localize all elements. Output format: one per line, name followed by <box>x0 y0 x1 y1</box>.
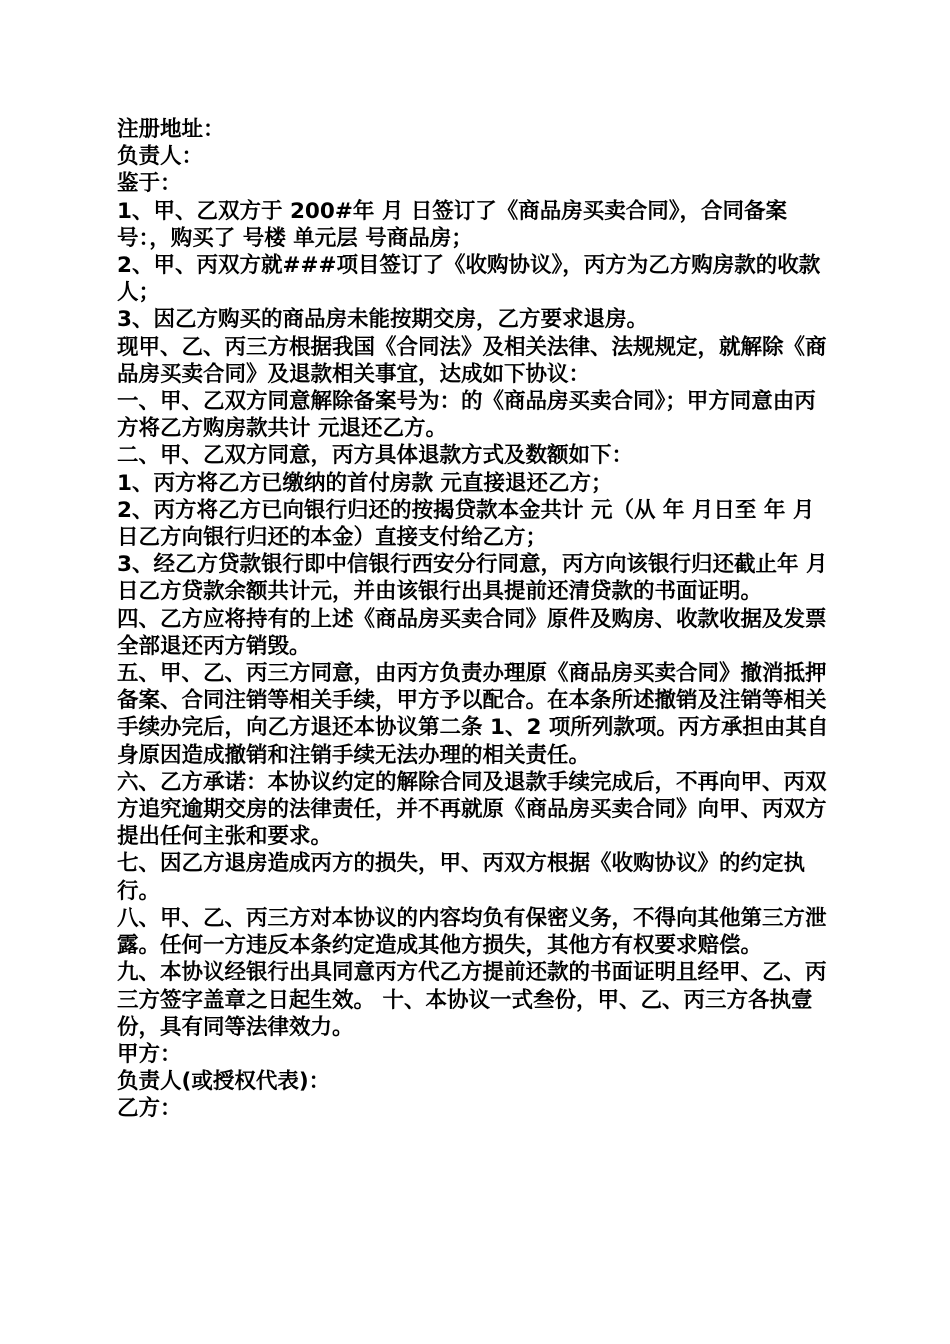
article-5: 五、甲、乙、丙三方同意，由丙方负责办理原《商品房买卖合同》撤消抵押备案、合同注销等相关手续，甲方予以配合。在本条所述撤销及注销等相关手续办完后，向乙方退还本协议第二条 1、2 项所列款项。丙方承担由其自身原因造成撤销和注销手续无法办理的相关责任。 <box>117 661 829 768</box>
article-2: 二、甲、乙双方同意，丙方具体退款方式及数额如下： <box>117 443 634 469</box>
article-2-item-1: 1、丙方将乙方已缴纳的首付房款 元直接退还乙方； <box>117 470 613 496</box>
party-a-signature-line: 甲方： <box>117 1041 182 1067</box>
recital-1: 1、甲、乙双方于 200#年 月 日签订了《商品房买卖合同》，合同备案号：，购买了 号楼 单元层 号商品房； <box>117 198 788 251</box>
article-7: 七、因乙方退房造成丙方的损失，甲、丙双方根据《收购协议》的约定执行。 <box>117 851 806 904</box>
registered-address-line: 注册地址： <box>117 117 225 142</box>
recital-3: 3、因乙方购买的商品房未能按期交房，乙方要求退房。 <box>117 307 648 333</box>
article-4: 四、乙方应将持有的上述《商品房买卖合同》原件及购房、收款收据及发票全部退还丙方销毁。 <box>117 606 827 659</box>
recital-2: 2、甲、丙双方就###项目签订了《收购协议》，丙方为乙方购房款的收款人； <box>117 253 821 306</box>
article-6: 六、乙方承诺：本协议约定的解除合同及退款手续完成后，不再向甲、丙双方追究逾期交房的法律责任，并不再就原《商品房买卖合同》向甲、丙双方提出任何主张和要求。 <box>117 769 827 850</box>
document-body <box>117 116 837 1123</box>
article-9-10: 九、本协议经银行出具同意丙方代乙方提前还款的书面证明且经甲、乙、丙三方签字盖章之日起生效。 十、本协议一式叁份，甲、乙、丙三方各执壹份，具有同等法律效力。 <box>117 960 827 1040</box>
whereas-line: 鉴于： <box>117 171 182 197</box>
article-1: 一、甲、乙双方同意解除备案号为：的《商品房买卖合同》；甲方同意由丙方将乙方购房款共计 元退还乙方。 <box>117 389 816 442</box>
preamble: 现甲、乙、丙三方根据我国《合同法》及相关法律、法规规定，就解除《商品房买卖合同》及退款相关事宜，达成如下协议： <box>117 334 827 387</box>
article-2-item-2: 2、丙方将乙方已向银行归还的按揭贷款本金共计 元（从 年 月日至 年 月 日乙方向银行归还的本金）直接支付给乙方； <box>117 497 815 551</box>
responsible-person-line: 负责人： <box>117 144 204 170</box>
article-8: 八、甲、乙、丙三方对本协议的内容均负有保密义务，不得向其他第三方泄露。任何一方违反本条约定造成其他方损失，其他方有权要求赔偿。 <box>117 905 827 959</box>
representative-signature-line: 负责人(或授权代表)： <box>117 1069 331 1095</box>
party-b-signature-line: 乙方： <box>117 1096 182 1122</box>
article-2-item-3: 3、经乙方贷款银行即中信银行西安分行同意，丙方向该银行归还截止年 月 日乙方贷款余额共计元，并由该银行出具提前还清贷款的书面证明。 <box>117 552 828 605</box>
